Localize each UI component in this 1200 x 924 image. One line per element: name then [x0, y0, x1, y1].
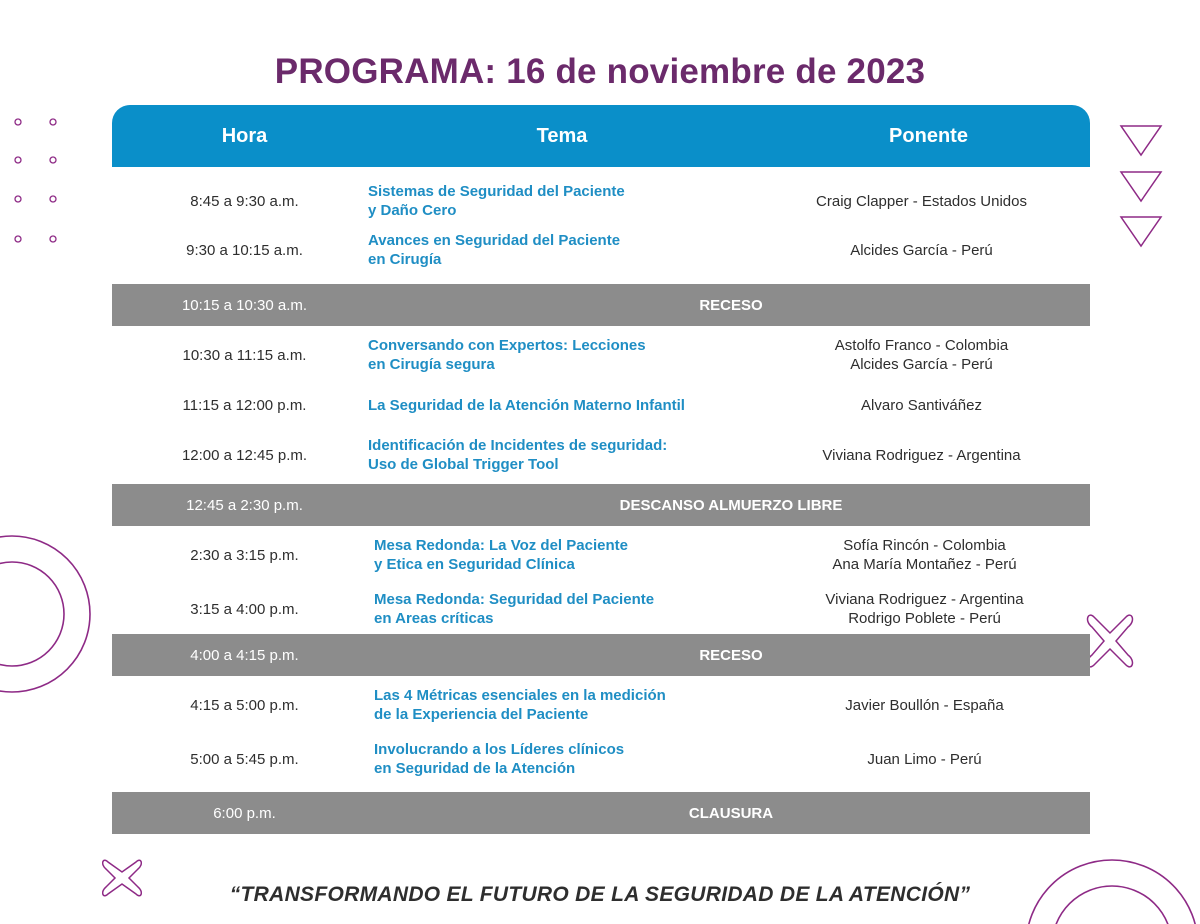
table-row — [112, 384, 1090, 426]
session-speaker: Alvaro Santiváñez — [861, 396, 982, 414]
table-row — [112, 426, 1090, 484]
session-topic: Conversando con Expertos: Lecciones en Cirugía segura — [368, 337, 646, 373]
circle-outline-icon — [0, 530, 100, 700]
break-time: 4:00 a 4:15 p.m. — [190, 646, 299, 664]
session-topic: Mesa Redonda: La Voz del Paciente y Etica en Seguridad Clínica — [374, 537, 628, 573]
break-time: 10:15 a 10:30 a.m. — [181, 296, 308, 314]
session-speaker: Juan Limo - Perú — [867, 750, 982, 768]
table-row — [112, 676, 1090, 734]
session-topic: La Seguridad de la Atención Materno Infantil — [368, 396, 685, 414]
session-topic: Identificación de Incidentes de seguridad: Uso de Global Trigger Tool — [368, 437, 668, 473]
session-topic: Mesa Redonda: Seguridad del Paciente en Areas críticas — [374, 591, 655, 627]
break-label: RECESO — [699, 296, 763, 314]
session-time: 8:45 a 9:30 a.m. — [190, 192, 299, 210]
x-shape-icon — [1086, 611, 1136, 671]
break-time: 6:00 p.m. — [213, 804, 276, 822]
table-row — [112, 177, 1090, 225]
session-speaker: Alcides García - Perú — [850, 241, 993, 259]
header-time: Hora — [221, 124, 268, 147]
table-row — [112, 225, 1090, 275]
break-time: 12:45 a 2:30 p.m. — [186, 496, 303, 514]
session-topic: Avances en Seguridad del Paciente en Cirugía — [368, 232, 621, 268]
break-label: RECESO — [699, 646, 763, 664]
break-row — [112, 634, 1090, 676]
session-speaker: Craig Clapper - Estados Unidos — [816, 192, 1027, 210]
dot-grid-icon — [10, 114, 60, 248]
break-label: CLAUSURA — [688, 804, 774, 822]
header-topic: Tema — [536, 124, 588, 147]
session-speaker: Javier Boullón - España — [845, 696, 1004, 714]
session-topic: Las 4 Métricas esenciales en la medición de la Experiencia del Paciente — [374, 687, 666, 723]
break-row — [112, 284, 1090, 326]
session-time: 9:30 a 10:15 a.m. — [186, 241, 303, 259]
session-time: 11:15 a 12:00 p.m. — [182, 396, 307, 414]
break-row — [112, 792, 1090, 834]
break-label: DESCANSO ALMUERZO LIBRE — [619, 496, 843, 514]
header-speaker: Ponente — [889, 124, 968, 147]
session-time: 3:15 a 4:00 p.m. — [190, 600, 299, 618]
table-row — [112, 734, 1090, 784]
session-time: 5:00 a 5:45 p.m. — [190, 750, 299, 768]
session-speaker: Viviana Rodriguez - Argentina Rodrigo Poblete - Perú — [825, 591, 1024, 627]
session-time: 12:00 a 12:45 p.m. — [181, 446, 308, 464]
session-speaker: Astolfo Franco - Colombia Alcides García - Perú — [834, 337, 1009, 373]
footer-slogan: “TRANSFORMANDO EL FUTURO DE LA SEGURIDAD DE LA ATENCIÓN” — [229, 883, 971, 906]
table-row — [112, 526, 1090, 584]
schedule-table — [112, 105, 1090, 834]
table-row — [112, 584, 1090, 634]
session-time: 10:30 a 11:15 a.m. — [182, 346, 307, 364]
session-topic: Involucrando a los Líderes clínicos en Seguridad de la Atención — [374, 741, 625, 777]
session-time: 2:30 a 3:15 p.m. — [190, 546, 299, 564]
table-header — [112, 105, 1090, 167]
break-row — [112, 484, 1090, 526]
session-time: 4:15 a 5:00 p.m. — [190, 696, 299, 714]
table-row — [112, 326, 1090, 384]
page-title: PROGRAMA: 16 de noviembre de 2023 — [274, 52, 926, 91]
session-speaker: Viviana Rodriguez - Argentina — [822, 446, 1021, 464]
triangle-down-icon — [1118, 122, 1164, 252]
session-topic: Sistemas de Seguridad del Paciente y Daño Cero — [368, 183, 625, 219]
session-speaker: Sofía Rincón - Colombia Ana María Montañez - Perú — [832, 537, 1017, 573]
